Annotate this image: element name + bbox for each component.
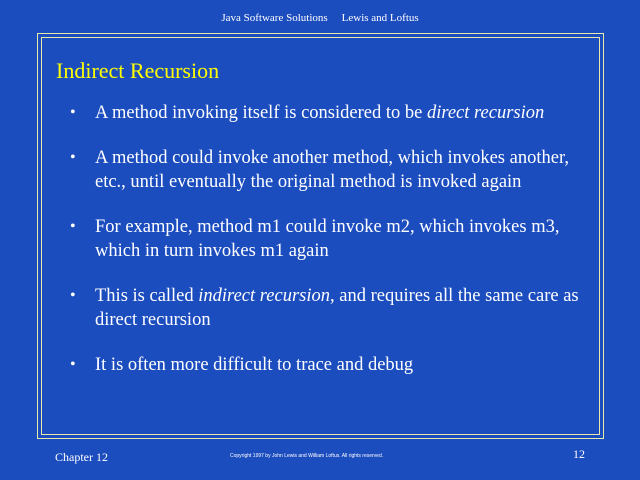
bullet-text: A method invoking itself is considered to be bbox=[95, 103, 427, 123]
copyright-notice: Copyright 1997 by John Lewis and William Loftus. All rights reserved. bbox=[230, 453, 384, 459]
bullet-item bbox=[70, 215, 580, 264]
bullet-dot: • bbox=[70, 148, 76, 166]
bullet-text: This is called bbox=[95, 285, 199, 306]
bullet-emphasis: direct recursion bbox=[426, 103, 545, 123]
slide-header bbox=[0, 12, 640, 24]
bullet-emphasis: indirect recursion bbox=[198, 285, 330, 306]
bullet-text: A method could invoke another method, which invokes another, etc., until eventually the original method is invoked again bbox=[95, 147, 569, 192]
bullet-dot: • bbox=[70, 286, 76, 304]
bullet-text-tail: , and requires all the same care as direct recursion bbox=[95, 285, 579, 330]
bullet-item bbox=[70, 101, 580, 126]
page-number: 12 bbox=[573, 447, 585, 461]
bullet-dot: • bbox=[70, 355, 76, 373]
bullet-item bbox=[70, 284, 580, 333]
bullet-dot: • bbox=[70, 217, 76, 235]
book-authors: Lewis and Loftus bbox=[341, 12, 419, 24]
bullet-dot: • bbox=[70, 104, 76, 121]
bullet-text: For example, method m1 could invoke m2, which invokes m3, which in turn invokes m1 again bbox=[95, 216, 560, 261]
bullet-text: It is often more difficult to trace and debug bbox=[95, 354, 414, 375]
book-title: Java Software Solutions bbox=[221, 12, 328, 24]
bullet-item bbox=[70, 146, 580, 195]
chapter-label: Chapter 12 bbox=[55, 450, 108, 464]
bullet-list bbox=[70, 101, 580, 397]
bullet-item bbox=[70, 353, 580, 378]
slide-title: Indirect Recursion bbox=[56, 58, 220, 83]
